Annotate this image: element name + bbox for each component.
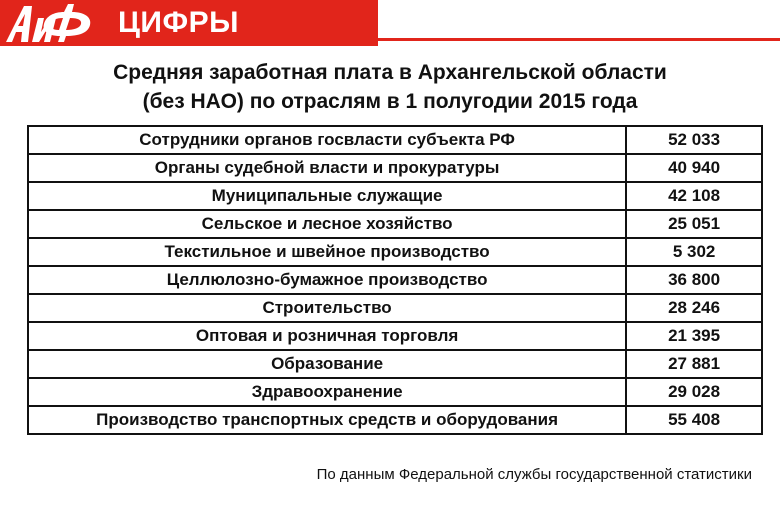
category-cell: Сотрудники органов госвласти субъекта РФ [28,126,626,154]
category-cell: Производство транспортных средств и оборудования [28,406,626,434]
header [0,0,780,46]
category-cell: Строительство [28,294,626,322]
chart-title [0,58,780,116]
value-cell: 52 033 [626,126,762,154]
value-cell: 40 940 [626,154,762,182]
aif-logo [4,2,96,44]
table-row [28,210,762,238]
salary-table [27,125,763,435]
category-cell: Здравоохранение [28,378,626,406]
chart-title-line-1: Средняя заработная плата в Архангельской области [113,61,667,84]
value-cell: 55 408 [626,406,762,434]
section-title: ЦИФРЫ [118,6,239,39]
category-cell: Муниципальные служащие [28,182,626,210]
table-row [28,126,762,154]
table-row [28,294,762,322]
table-row [28,406,762,434]
value-cell: 29 028 [626,378,762,406]
table-row [28,322,762,350]
salary-table-body [28,126,762,434]
category-cell: Образование [28,350,626,378]
category-cell: Сельское и лесное хозяйство [28,210,626,238]
value-cell: 36 800 [626,266,762,294]
table-row [28,238,762,266]
table-row [28,182,762,210]
table-row [28,154,762,182]
table-row [28,378,762,406]
table-row [28,266,762,294]
category-cell: Оптовая и розничная торговля [28,322,626,350]
value-cell: 27 881 [626,350,762,378]
table-row [28,350,762,378]
header-rule [378,38,780,41]
category-cell: Органы судебной власти и прокуратуры [28,154,626,182]
value-cell: 28 246 [626,294,762,322]
chart-title-line-2: (без НАО) по отраслям в 1 полугодии 2015 года [142,90,638,113]
source-note: По данным Федеральной службы государственной статистики [316,466,752,483]
value-cell: 21 395 [626,322,762,350]
category-cell: Текстильное и швейное производство [28,238,626,266]
value-cell: 25 051 [626,210,762,238]
value-cell: 42 108 [626,182,762,210]
header-banner [0,0,378,46]
category-cell: Целлюлозно-бумажное производство [28,266,626,294]
value-cell: 5 302 [626,238,762,266]
